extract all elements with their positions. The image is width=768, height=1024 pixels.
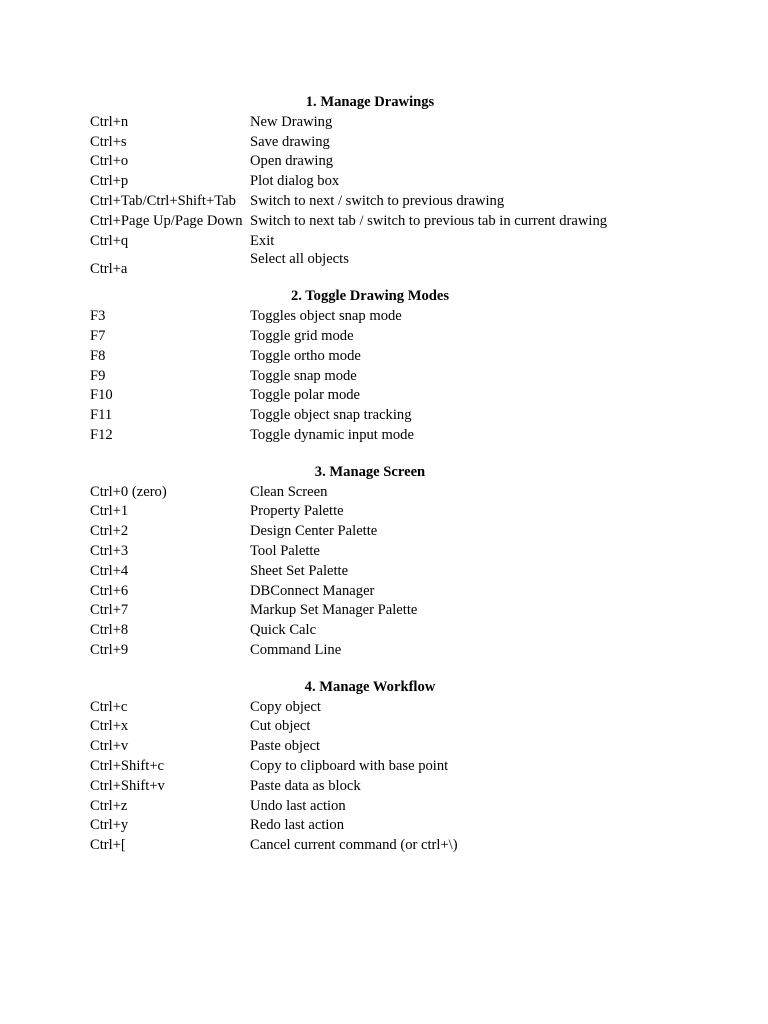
shortcut-key: Ctrl+6 — [90, 582, 129, 599]
shortcut-row — [90, 172, 690, 192]
shortcut-description: Property Palette — [250, 503, 344, 520]
shortcut-description: Sheet Set Palette — [250, 562, 349, 579]
shortcut-key: Ctrl+o — [90, 153, 129, 170]
shortcut-key: F9 — [90, 367, 106, 384]
shortcut-row — [90, 502, 690, 522]
shortcut-row — [90, 836, 690, 856]
shortcut-row — [90, 152, 690, 172]
shortcut-row — [90, 797, 690, 817]
shortcut-row — [90, 562, 690, 582]
shortcut-row — [90, 737, 690, 757]
shortcut-key: Ctrl+n — [90, 113, 129, 130]
shortcut-key: Ctrl+v — [90, 738, 129, 755]
shortcut-key: Ctrl+q — [90, 232, 129, 249]
shortcut-description: New Drawing — [250, 113, 333, 130]
shortcut-description: Paste object — [250, 738, 321, 755]
section-spacer — [90, 446, 690, 463]
shortcut-row — [90, 582, 690, 602]
shortcut-description: Save drawing — [250, 133, 330, 150]
shortcut-description: Toggle ortho mode — [250, 347, 361, 364]
shortcut-description: Switch to next / switch to previous drawing — [250, 192, 505, 209]
shortcut-description: Select all objects — [250, 251, 349, 268]
shortcut-description: Switch to next tab / switch to previous tab in current drawing — [250, 212, 608, 229]
shortcut-row — [90, 232, 690, 252]
shortcut-row — [90, 542, 690, 562]
shortcut-description: Copy object — [250, 698, 321, 715]
shortcut-description: Toggle grid mode — [250, 327, 354, 344]
shortcut-key: Ctrl+Shift+v — [90, 777, 165, 794]
shortcut-row — [90, 192, 690, 212]
section-title-manage-workflow: 4. Manage Workflow — [304, 678, 436, 695]
shortcut-description: Toggle object snap tracking — [250, 407, 412, 424]
shortcut-description: Markup Set Manager Palette — [250, 602, 418, 619]
shortcut-description: Tool Palette — [250, 542, 320, 559]
shortcut-row — [90, 307, 690, 327]
section-spacer — [90, 661, 690, 678]
shortcut-description: Design Center Palette — [250, 523, 378, 540]
shortcut-row — [90, 426, 690, 446]
shortcut-description: Copy to clipboard with base point — [250, 757, 449, 774]
section-title-manage-screen: 3. Manage Screen — [314, 463, 426, 480]
shortcut-key: Ctrl+3 — [90, 542, 129, 559]
shortcut-row — [90, 367, 690, 387]
shortcut-key: F10 — [90, 387, 113, 404]
shortcut-key: Ctrl+Page Up/Page Down — [90, 212, 243, 229]
shortcut-row — [90, 113, 690, 133]
shortcut-row — [90, 212, 690, 232]
shortcut-key: Ctrl+y — [90, 817, 129, 834]
shortcut-row — [90, 601, 690, 621]
shortcut-description: Quick Calc — [250, 622, 317, 639]
shortcut-key: F12 — [90, 426, 113, 443]
shortcut-key: F3 — [90, 308, 106, 325]
shortcut-description: Clean Screen — [250, 483, 328, 500]
shortcut-row — [90, 777, 690, 797]
shortcut-row — [90, 816, 690, 836]
shortcut-key: Ctrl+Tab/Ctrl+Shift+Tab — [90, 192, 236, 209]
shortcut-key: Ctrl+8 — [90, 622, 129, 639]
shortcut-row — [90, 641, 690, 661]
shortcut-key: Ctrl+c — [90, 698, 128, 715]
shortcut-row — [90, 717, 690, 737]
shortcut-description: Undo last action — [250, 797, 346, 814]
shortcut-row — [90, 621, 690, 641]
section-title-toggle-drawing-modes: 2. Toggle Drawing Modes — [290, 288, 450, 305]
shortcut-row — [90, 483, 690, 503]
shortcut-row — [90, 327, 690, 347]
shortcut-key: Ctrl+a — [90, 261, 128, 278]
shortcut-description: Cancel current command (or ctrl+\) — [250, 837, 458, 854]
shortcut-key: F11 — [90, 407, 113, 424]
shortcut-description: Toggle dynamic input mode — [250, 426, 414, 443]
shortcut-row — [90, 251, 690, 281]
shortcut-key: Ctrl+z — [90, 797, 128, 814]
shortcut-row — [90, 698, 690, 718]
shortcut-row — [90, 347, 690, 367]
shortcut-key: F7 — [90, 327, 106, 344]
shortcut-key: Ctrl+4 — [90, 562, 129, 579]
section-title-manage-drawings: 1. Manage Drawings — [305, 94, 435, 110]
shortcut-key: Ctrl+2 — [90, 523, 129, 540]
shortcut-description: DBConnect Manager — [250, 582, 375, 599]
shortcut-key: Ctrl+0 (zero) — [90, 483, 167, 500]
shortcut-description: Plot dialog box — [250, 173, 340, 190]
shortcut-description: Cut object — [250, 718, 311, 735]
shortcut-document — [90, 93, 690, 856]
shortcut-row — [90, 757, 690, 777]
shortcut-description: Toggle polar mode — [250, 387, 361, 404]
shortcut-description: Toggles object snap mode — [250, 308, 402, 325]
shortcut-row — [90, 406, 690, 426]
shortcut-row — [90, 522, 690, 542]
shortcut-key: F8 — [90, 347, 106, 364]
shortcut-key: Ctrl+p — [90, 173, 129, 190]
shortcut-key: Ctrl+7 — [90, 602, 129, 619]
shortcut-row — [90, 386, 690, 406]
shortcut-description: Exit — [250, 232, 275, 249]
shortcut-key: Ctrl+1 — [90, 503, 129, 520]
shortcut-key: Ctrl+9 — [90, 641, 129, 658]
shortcut-description: Toggle snap mode — [250, 367, 357, 384]
shortcut-row — [90, 133, 690, 153]
shortcut-description: Command Line — [250, 641, 342, 658]
shortcut-description: Paste data as block — [250, 777, 361, 794]
shortcut-description: Open drawing — [250, 153, 334, 170]
shortcut-key: Ctrl+[ — [90, 837, 126, 854]
shortcut-key: Ctrl+s — [90, 133, 127, 150]
shortcut-key: Ctrl+x — [90, 718, 129, 735]
shortcut-description: Redo last action — [250, 817, 345, 834]
shortcut-key: Ctrl+Shift+c — [90, 757, 165, 774]
